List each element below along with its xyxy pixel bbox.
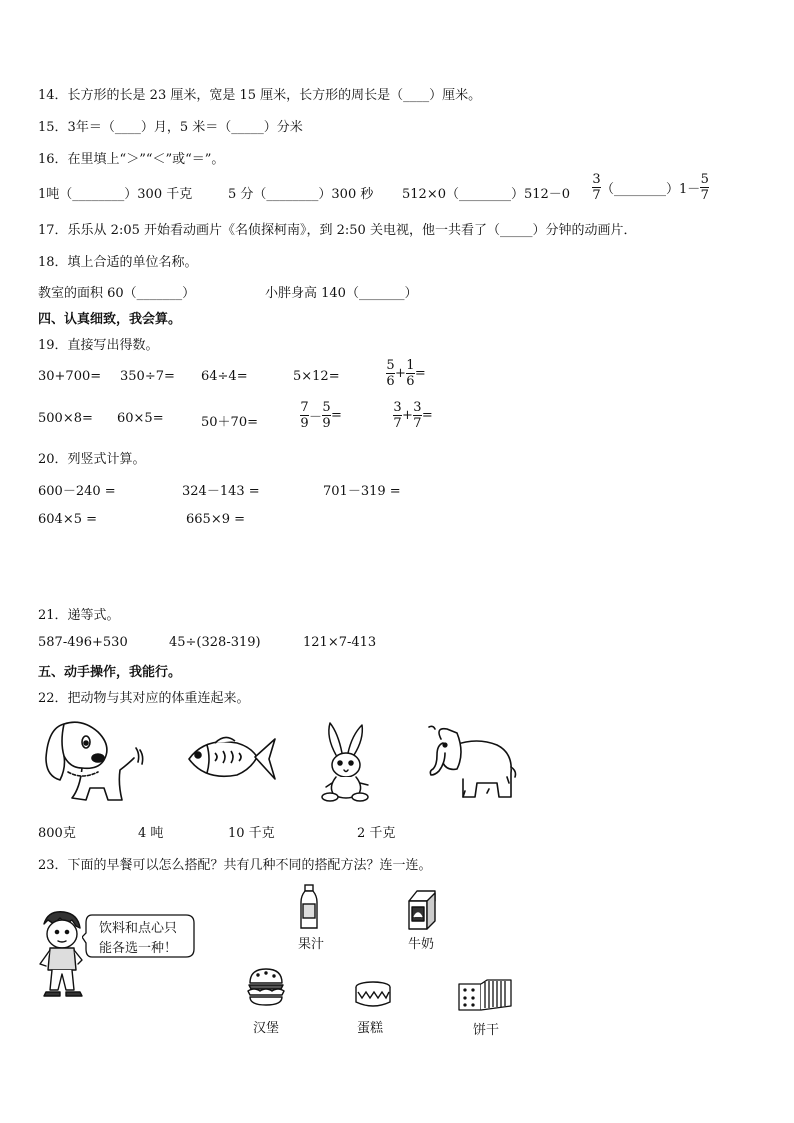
juice-bottle-picture xyxy=(298,884,320,930)
dog-picture xyxy=(42,718,146,804)
calc-item: 350÷7= xyxy=(120,369,175,384)
vertical-calc-item: 665×9 = xyxy=(186,512,246,527)
calc-item: 5×12= xyxy=(293,369,340,384)
fraction: $\frac{5}{7}$ xyxy=(700,172,709,203)
expression-item: 587-496+530 xyxy=(38,635,128,650)
weight-label: 2 千克 xyxy=(357,826,396,841)
fill-unit-a: 教室的面积 60（_______） xyxy=(38,286,196,301)
calc-fraction-item: $\frac{3}{7}$ + $\frac{3}{7}$ = xyxy=(393,400,433,431)
question-16: 16．在里填上“＞”“＜”或“＝”。 xyxy=(38,152,225,167)
hamburger-picture xyxy=(246,967,286,1007)
compare-4: $\frac{3}{7}$ （________） 1－ $\frac{5}{7}$ xyxy=(592,172,709,203)
compare-3: 512×0（________）512－0 xyxy=(402,187,571,202)
question-15: 15．3年＝（____）月，5 米＝（_____）分米 xyxy=(38,120,303,135)
snack-label-biscuits: 饼干 xyxy=(473,1023,500,1038)
elephant-picture xyxy=(425,723,517,801)
drink-label-milk: 牛奶 xyxy=(408,937,435,952)
question-23: 23．下面的早餐可以怎么搭配？共有几种不同的搭配方法？连一连。 xyxy=(38,858,432,873)
question-21: 21．递等式。 xyxy=(38,608,120,623)
fish-picture xyxy=(185,733,277,785)
vertical-calc-item: 324－143 = xyxy=(182,484,260,499)
weight-label: 4 吨 xyxy=(138,826,164,841)
question-18: 18．填上合适的单位名称。 xyxy=(38,255,198,270)
vertical-calc-item: 701－319 = xyxy=(323,484,401,499)
fraction: $\frac{3}{7}$ xyxy=(592,172,601,203)
weight-label: 800克 xyxy=(38,826,76,841)
vertical-calc-item: 604×5 = xyxy=(38,512,98,527)
bubble-line-1: 饮料和点心只 xyxy=(99,921,178,936)
drink-label-juice: 果汁 xyxy=(298,937,325,952)
calc-item: 64÷4= xyxy=(201,369,248,384)
calc-fraction-item: $\frac{5}{6}$ + $\frac{1}{6}$ = xyxy=(386,358,426,389)
biscuits-picture xyxy=(457,978,513,1014)
question-17: 17．乐乐从 2:05 开始看动画片《名侦探柯南》，到 2:50 关电视，他一共看了（_____）分钟的动画片． xyxy=(38,223,637,238)
fill-unit-b: 小胖身高 140（_______） xyxy=(265,286,418,301)
compare-2: 5 分（________）300 秒 xyxy=(228,187,374,202)
calc-fraction-item: $\frac{7}{9}$ － $\frac{5}{9}$ = xyxy=(300,400,342,431)
milk-carton-picture xyxy=(405,889,439,931)
calc-item: 500×8= xyxy=(38,411,93,426)
calc-item: 30+700= xyxy=(38,369,102,384)
snack-label-cake: 蛋糕 xyxy=(357,1021,384,1036)
question-20: 20．列竖式计算。 xyxy=(38,452,146,467)
expression-item: 121×7-413 xyxy=(303,635,377,650)
expression-item: 45÷(328-319) xyxy=(169,635,261,650)
section-5-title: 五、动手操作，我能行。 xyxy=(38,665,182,680)
vertical-calc-item: 600－240 = xyxy=(38,484,116,499)
calc-item: 50＋70= xyxy=(201,415,258,430)
calc-item: 60×5= xyxy=(117,411,164,426)
weight-label: 10 千克 xyxy=(228,826,275,841)
section-4-title: 四、认真细致，我会算。 xyxy=(38,312,182,327)
question-14: 14．长方形的长是 23 厘米，宽是 15 厘米，长方形的周长是（____）厘米。 xyxy=(38,88,482,103)
bubble-line-2: 能各选一种！ xyxy=(99,941,178,956)
cake-picture xyxy=(354,980,392,1010)
question-19: 19．直接写出得数。 xyxy=(38,338,159,353)
rabbit-picture xyxy=(318,721,374,805)
compare-1: 1吨（________）300 千克 xyxy=(38,187,193,202)
question-22: 22．把动物与其对应的体重连起来。 xyxy=(38,691,250,706)
snack-label-burger: 汉堡 xyxy=(253,1021,280,1036)
